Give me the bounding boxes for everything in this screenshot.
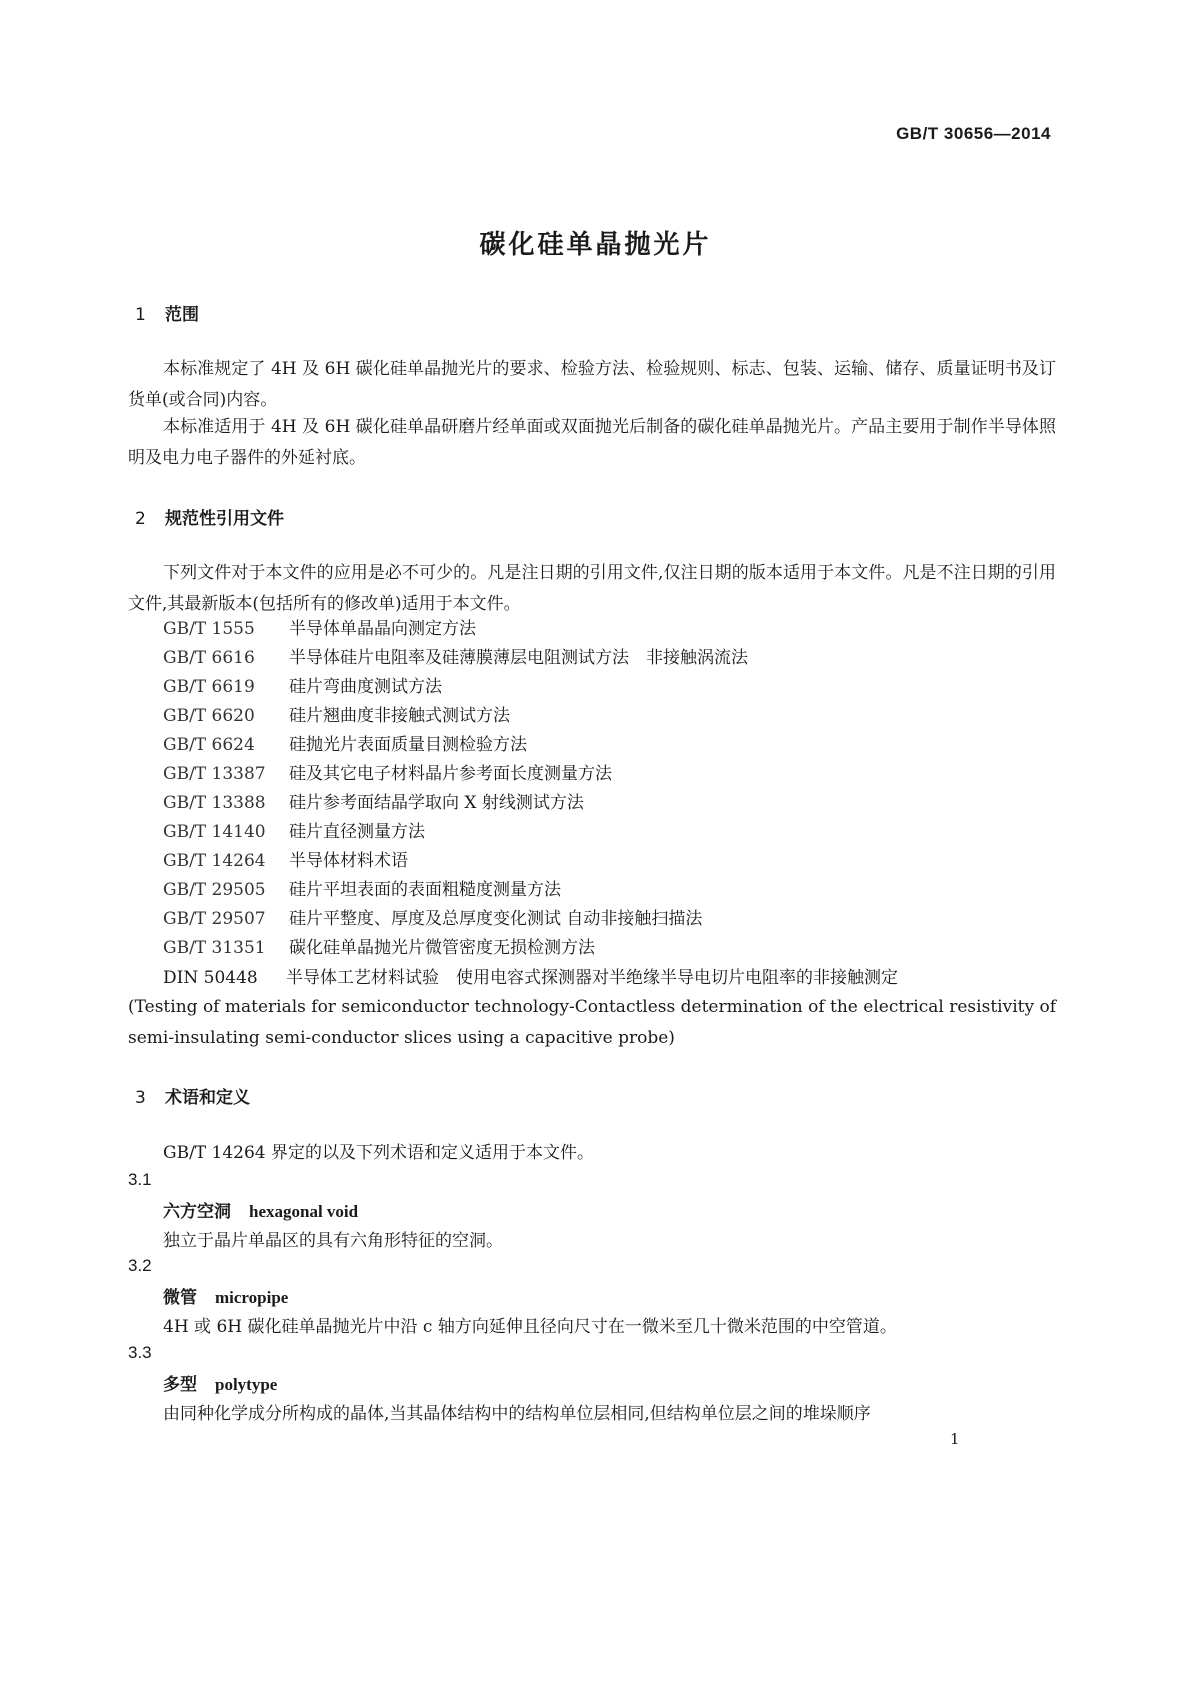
- term-definition: 由同种化学成分所构成的晶体,当其晶体结构中的结构单位层相同,但结构单位层之间的堆垛顺序: [163, 1404, 871, 1424]
- section-title: 范围: [165, 305, 199, 325]
- term-name: [163, 1283, 288, 1308]
- standard-number: GB/T 30656—2014: [896, 124, 1051, 143]
- scope-paragraph-1: 本标准规定了 4H 及 6H 碳化硅单晶抛光片的要求、检验方法、检验规则、标志、包装、运输、储存、质量证明书及订货单(或合同)内容。: [128, 359, 1056, 410]
- references-intro: 下列文件对于本文件的应用是必不可少的。凡是注日期的引用文件,仅注日期的版本适用于本文件。凡是不注日期的引用文件,其最新版本(包括所有的修改单)适用于本文件。: [128, 563, 1056, 614]
- section-title: 规范性引用文件: [165, 509, 284, 529]
- reference-title: 碳化硅单晶抛光片微管密度无损检测方法: [289, 938, 595, 958]
- terms-intro: GB/T 14264 界定的以及下列术语和定义适用于本文件。: [163, 1143, 595, 1163]
- term-name-en: micropipe: [215, 1288, 289, 1307]
- reference-title: 硅片翘曲度非接触式测试方法: [289, 706, 510, 726]
- term-definition: 4H 或 6H 碳化硅单晶抛光片中沿 c 轴方向延伸且径向尺寸在一微米至几十微米范围的中空管道。: [163, 1317, 897, 1337]
- reference-title: 硅及其它电子材料晶片参考面长度测量方法: [289, 764, 612, 784]
- reference-code: GB/T 1555: [163, 619, 255, 639]
- term-name-cn: 微管: [163, 1288, 197, 1308]
- reference-code: GB/T 6624: [163, 735, 255, 755]
- reference-title: 半导体硅片电阻率及硅薄膜薄层电阻测试方法 非接触涡流法: [289, 648, 748, 668]
- reference-title: 半导体工艺材料试验 使用电容式探测器对半绝缘半导电切片电阻率的非接触测定: [286, 968, 898, 988]
- din-reference: [163, 963, 898, 988]
- reference-item: [163, 615, 748, 644]
- section-1-heading: [135, 300, 199, 325]
- reference-item: [163, 818, 748, 847]
- document-title: 碳化硅单晶抛光片: [479, 230, 712, 260]
- reference-title: 硅抛光片表面质量目测检验方法: [289, 735, 527, 755]
- reference-item: [163, 876, 748, 905]
- reference-title: 硅片平坦表面的表面粗糙度测量方法: [289, 880, 561, 900]
- reference-code: GB/T 31351: [163, 938, 266, 958]
- term-name-cn: 六方空洞: [163, 1202, 231, 1222]
- page-number: 1: [950, 1430, 960, 1448]
- reference-code: GB/T 6616: [163, 648, 255, 668]
- section-number: 3: [135, 1088, 146, 1108]
- section-3-heading: [135, 1083, 250, 1108]
- term-name-cn: 多型: [163, 1375, 197, 1395]
- reference-list: [163, 615, 748, 963]
- term-name-en: hexagonal void: [249, 1202, 359, 1221]
- reference-item: [163, 789, 748, 818]
- section-title: 术语和定义: [165, 1088, 250, 1108]
- reference-item: [163, 644, 748, 673]
- reference-item: [163, 702, 748, 731]
- term-name: [163, 1370, 277, 1395]
- reference-code: GB/T 6619: [163, 677, 255, 697]
- reference-code: GB/T 14264: [163, 851, 266, 871]
- term-name: [163, 1197, 358, 1222]
- term-number: 3.3: [128, 1343, 152, 1362]
- reference-title: 硅片弯曲度测试方法: [289, 677, 442, 697]
- term-name-en: polytype: [215, 1375, 278, 1394]
- reference-code: GB/T 14140: [163, 822, 266, 842]
- reference-item: [163, 731, 748, 760]
- section-number: 2: [135, 509, 146, 529]
- section-number: 1: [135, 305, 146, 325]
- reference-title: 硅片直径测量方法: [289, 822, 425, 842]
- reference-code: GB/T 29507: [163, 909, 266, 929]
- reference-title: 半导体材料术语: [289, 851, 408, 871]
- term-number: 3.2: [128, 1256, 152, 1275]
- reference-item: [163, 847, 748, 876]
- reference-item: [163, 905, 748, 934]
- reference-code: DIN 50448: [163, 968, 258, 988]
- term-number: 3.1: [128, 1170, 152, 1189]
- din-english-title: (Testing of materials for semiconductor technology-Contactless determination of the electrical resistivity of semi-insulating semi-conductor slices using a capacitive probe): [128, 997, 1056, 1048]
- reference-code: GB/T 6620: [163, 706, 255, 726]
- reference-title: 硅片参考面结晶学取向 X 射线测试方法: [289, 793, 584, 813]
- reference-code: GB/T 29505: [163, 880, 266, 900]
- scope-paragraph-2: 本标准适用于 4H 及 6H 碳化硅单晶研磨片经单面或双面抛光后制备的碳化硅单晶抛光片。产品主要用于制作半导体照明及电力电子器件的外延衬底。: [128, 417, 1056, 468]
- reference-item: [163, 760, 748, 789]
- reference-title: 半导体单晶晶向测定方法: [289, 619, 476, 639]
- reference-code: GB/T 13387: [163, 764, 266, 784]
- reference-title: 硅片平整度、厚度及总厚度变化测试 自动非接触扫描法: [289, 909, 703, 929]
- reference-code: GB/T 13388: [163, 793, 266, 813]
- reference-item: [163, 934, 748, 963]
- reference-item: [163, 673, 748, 702]
- section-2-heading: [135, 504, 284, 529]
- term-definition: 独立于晶片单晶区的具有六角形特征的空洞。: [163, 1231, 503, 1251]
